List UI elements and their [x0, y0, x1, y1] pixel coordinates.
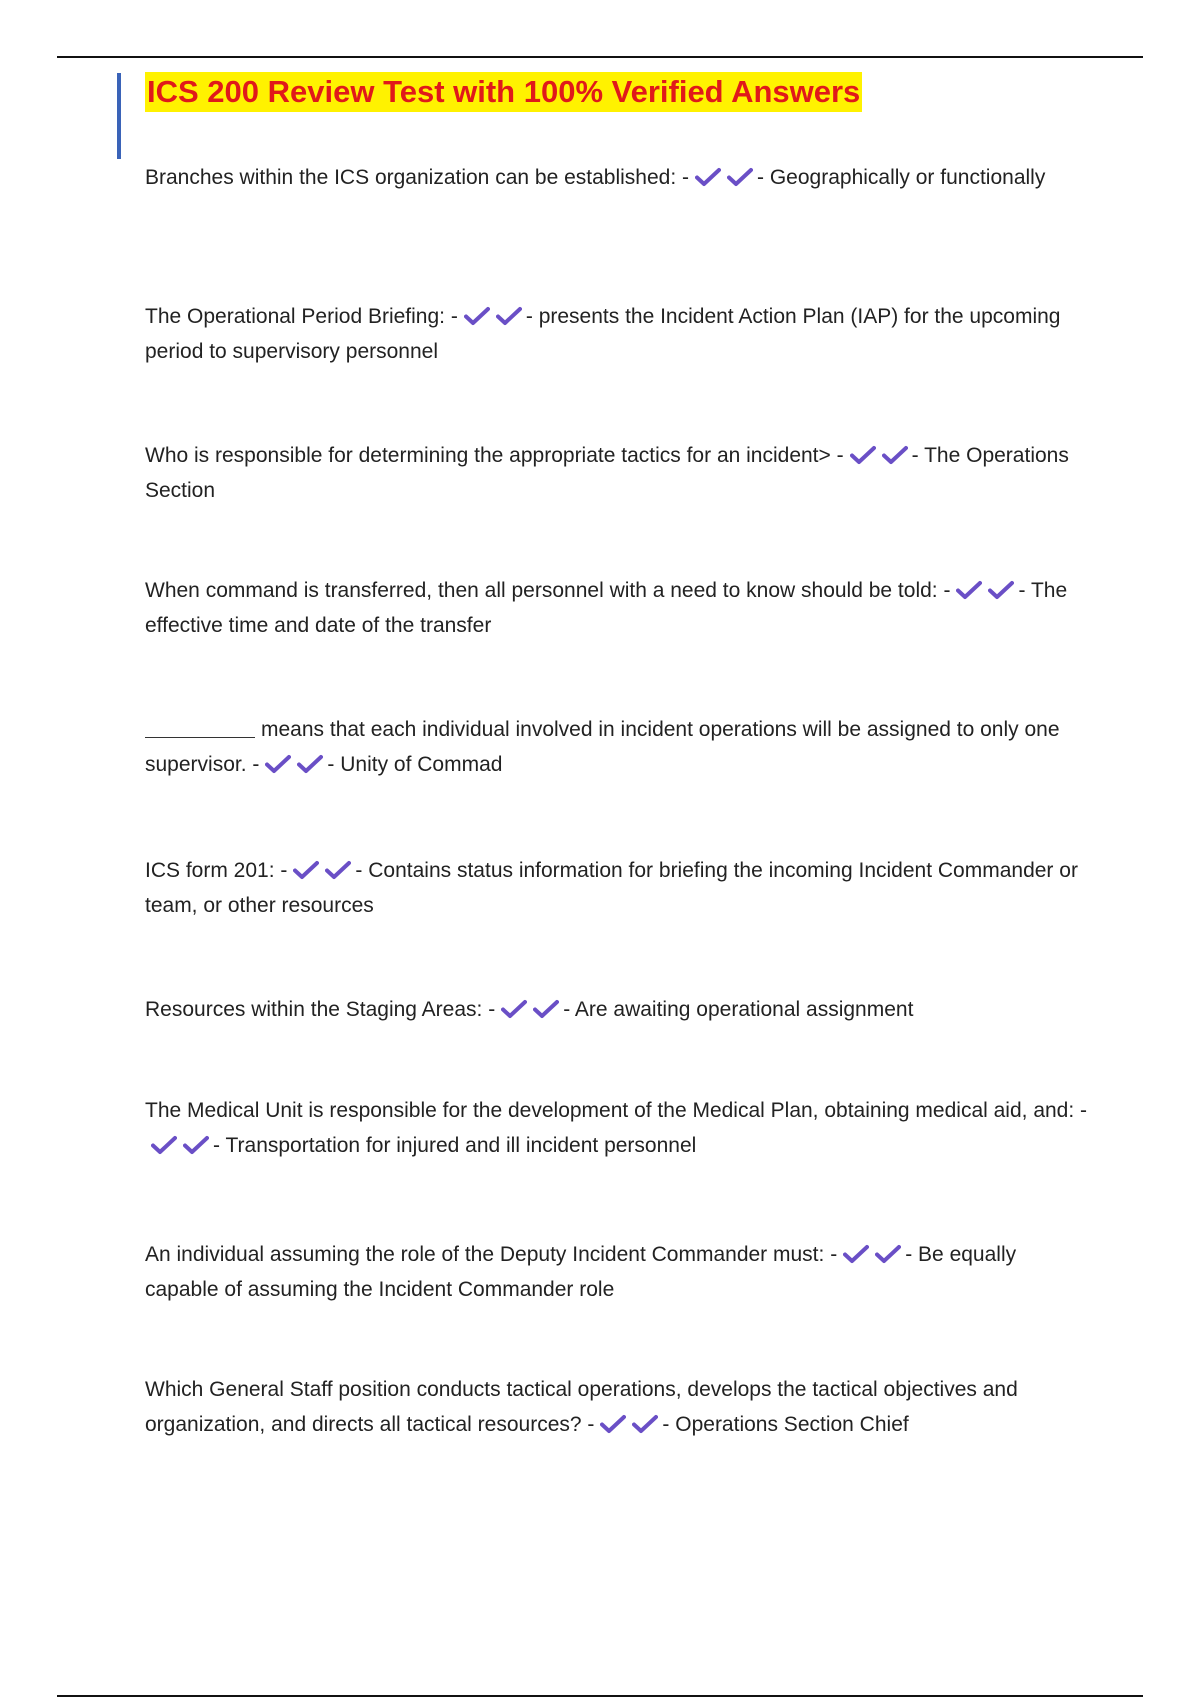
question-text: The Operational Period Briefing: [145, 305, 445, 328]
check-mark-icon [293, 860, 319, 880]
check-mark-icon [183, 1135, 209, 1155]
separator: - [1080, 1099, 1088, 1122]
check-mark-icon [632, 1414, 658, 1434]
separator: - [450, 305, 458, 328]
question-text: The Medical Unit is responsible for the development of the Medical Plan, obtaining medical aid, and: [145, 1099, 1075, 1122]
check-mark-icon [843, 1244, 869, 1264]
answer-text: The Operations Section [145, 444, 1069, 502]
qa-item [145, 1372, 1090, 1442]
check-mark-icon [325, 860, 351, 880]
separator: - [327, 753, 335, 776]
question-text: An individual assuming the role of the Deputy Incident Commander must: [145, 1243, 825, 1266]
check-mark-icon [297, 754, 323, 774]
question-text: Branches within the ICS organization can be established: [145, 166, 677, 189]
qa-item [145, 1237, 1090, 1307]
bottom-rule [57, 1695, 1143, 1697]
document-title: ICS 200 Review Test with 100% Verified Answers [145, 72, 862, 112]
separator: - [830, 1243, 838, 1266]
question-text: means that each individual involved in incident operations will be assigned to only one supervisor. [145, 718, 1060, 776]
top-rule [57, 56, 1143, 58]
fill-in-blank [145, 736, 255, 738]
check-mark-icon [496, 306, 522, 326]
separator: - [836, 444, 844, 467]
qa-item [145, 160, 1090, 195]
qa-item [145, 573, 1090, 643]
check-mark-icon [695, 167, 721, 187]
answer-text: Geographically or functionally [769, 166, 1046, 189]
qa-item [145, 299, 1090, 369]
separator: - [757, 166, 764, 189]
check-mark-icon [988, 580, 1014, 600]
question-text: Which General Staff position conducts tactical operations, develops the tactical objectives and organization, and directs all tactical resources? [145, 1378, 1018, 1436]
check-mark-icon [265, 754, 291, 774]
separator: - [488, 998, 496, 1021]
answer-text: Unity of Commad [340, 753, 503, 776]
separator: - [943, 579, 951, 602]
answer-text: presents the Incident Action Plan (IAP) for the upcoming period to supervisory personnel [145, 305, 1061, 363]
answer-text: Be equally capable of assuming the Incident Commander role [145, 1243, 1017, 1301]
separator: - [252, 753, 260, 776]
title-accent-bar [117, 73, 121, 159]
separator: - [587, 1413, 595, 1436]
qa-item [145, 853, 1090, 923]
separator: - [682, 166, 689, 189]
question-text: Resources within the Staging Areas: [145, 998, 483, 1021]
qa-item [145, 712, 1090, 782]
check-mark-icon [501, 999, 527, 1019]
qa-item [145, 438, 1090, 508]
check-mark-icon [956, 580, 982, 600]
question-text: When command is transferred, then all personnel with a need to know should be told: [145, 579, 938, 602]
separator: - [563, 998, 571, 1021]
qa-item [145, 1093, 1090, 1163]
check-mark-icon [727, 167, 753, 187]
check-mark-icon [151, 1135, 177, 1155]
question-text: Who is responsible for determining the appropriate tactics for an incident> [145, 444, 831, 467]
check-mark-icon [875, 1244, 901, 1264]
separator: - [355, 859, 363, 882]
separator: - [213, 1134, 220, 1157]
check-mark-icon [882, 445, 908, 465]
separator: - [280, 859, 288, 882]
separator: - [905, 1243, 913, 1266]
check-mark-icon [464, 306, 490, 326]
separator: - [525, 305, 533, 328]
answer-text: Are awaiting operational assignment [574, 998, 914, 1021]
answer-text: Contains status information for briefing the incoming Incident Commander or team, or other resources [145, 859, 1078, 917]
answer-text: Operations Section Chief [675, 1413, 909, 1436]
check-mark-icon [600, 1414, 626, 1434]
qa-item [145, 992, 1090, 1027]
check-mark-icon [850, 445, 876, 465]
separator: - [1018, 579, 1026, 602]
answer-text: The effective time and date of the transfer [145, 579, 1068, 637]
check-mark-icon [533, 999, 559, 1019]
question-text: ICS form 201: [145, 859, 275, 882]
separator: - [911, 444, 919, 467]
separator: - [662, 1413, 670, 1436]
answer-text: Transportation for injured and ill incident personnel [225, 1134, 697, 1157]
